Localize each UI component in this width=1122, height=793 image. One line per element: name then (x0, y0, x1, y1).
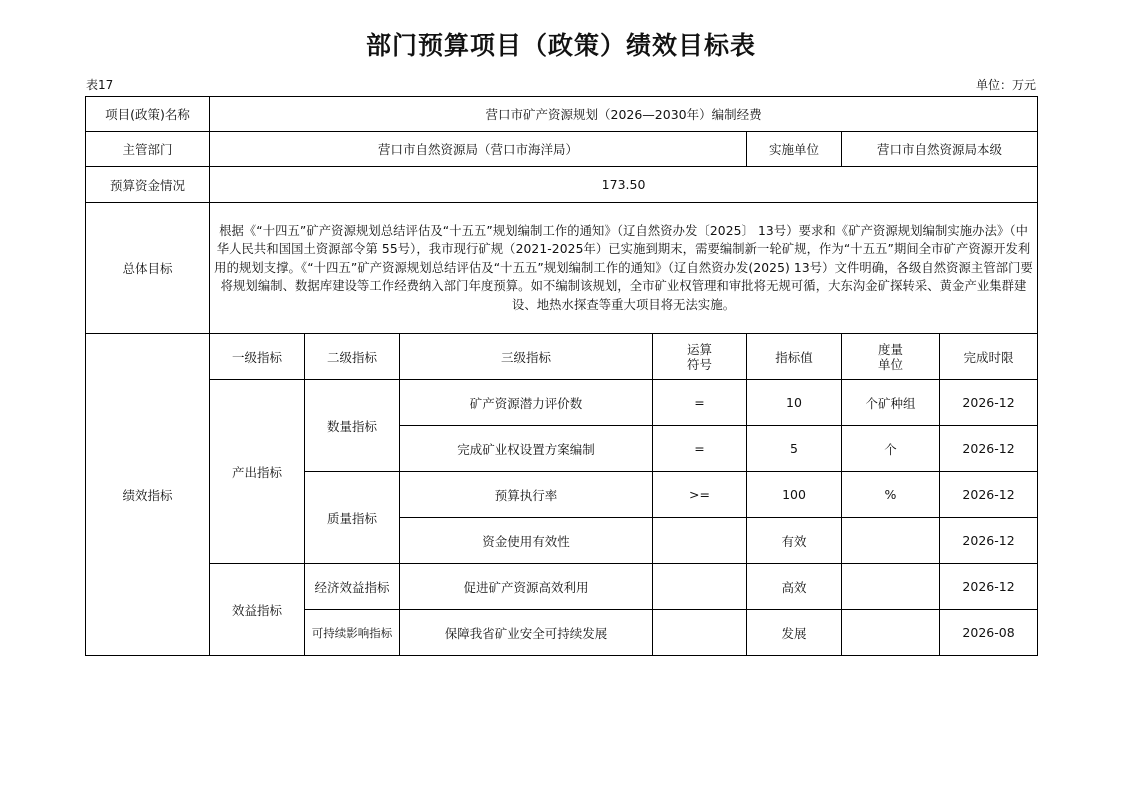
indicator-unit: 个 (842, 426, 940, 472)
benefit-indicators-label: 效益指标 (210, 564, 305, 656)
indicator-operator (653, 564, 747, 610)
table-row (86, 564, 1038, 610)
indicator-deadline: 2026-12 (940, 426, 1038, 472)
indicator-value: 高效 (747, 564, 842, 610)
header-unit-line1: 度量 (877, 341, 903, 357)
budget-value: 173.50 (210, 167, 1038, 203)
indicator-deadline: 2026-12 (940, 564, 1038, 610)
indicator-deadline: 2026-08 (940, 610, 1038, 656)
budget-label: 预算资金情况 (86, 167, 210, 203)
page-title: 部门预算项目（政策）绩效目标表 (365, 31, 756, 60)
header-level3: 三级指标 (400, 334, 653, 380)
department-value: 营口市自然资源局（营口市海洋局） (210, 132, 747, 167)
overall-goal-label: 总体目标 (86, 203, 210, 334)
indicator-value: 5 (747, 426, 842, 472)
indicator-deadline: 2026-12 (940, 518, 1038, 564)
table-number: 表17 (86, 78, 114, 92)
indicator-value: 有效 (747, 518, 842, 564)
performance-indicators-label: 绩效指标 (86, 334, 210, 656)
indicator-unit (842, 564, 940, 610)
indicator-name: 完成矿业权设置方案编制 (400, 426, 653, 472)
overall-goal-text: 根据《“十四五”矿产资源规划总结评估及“十五五”规划编制工作的通知》（辽自然资办发〔2025〕 13号）要求和《矿产资源规划编制实施办法》（中华人民共和国国土资源部令第 55号），我市现行矿规（2021-2025年）已实施到期末，需要编制新一轮矿规，作为“十五五”期间全市矿产资源开发利用的规划支撑。《“十四五”矿产资源规划总结评估及“十五五”规划编制工作的通知》（辽自然资办发(2025) 13号）文件明确，各级自然资源主管部门要将规划编制、数据库建设等工作经费纳入部门年度预算。如不编制该规划，全市矿业权管理和审批将无规可循，大东沟金矿探转采、黄金产业集群建设、地热水探查等重大项目将无法实施。 (210, 203, 1038, 334)
indicator-header-row (86, 334, 1038, 380)
indicator-value: 发展 (747, 610, 842, 656)
implementing-unit-value: 营口市自然资源局本级 (842, 132, 1038, 167)
project-name-label: 项目(政策)名称 (86, 97, 210, 132)
indicator-deadline: 2026-12 (940, 380, 1038, 426)
department-row (86, 132, 1038, 167)
indicator-operator: = (653, 380, 747, 426)
indicator-value: 100 (747, 472, 842, 518)
header-level1: 一级指标 (210, 334, 305, 380)
indicator-name: 矿产资源潜力评价数 (400, 380, 653, 426)
sustainable-impact-label: 可持续影响指标 (305, 610, 400, 656)
quantity-indicators-label: 数量指标 (305, 380, 400, 472)
header-operator-line1: 运算 (686, 341, 712, 357)
overall-goal-row (86, 203, 1038, 334)
header-level2: 二级指标 (305, 334, 400, 380)
project-name-value: 营口市矿产资源规划（2026—2030年）编制经费 (210, 97, 1038, 132)
table-row (86, 380, 1038, 426)
budget-row (86, 167, 1038, 203)
implementing-unit-label: 实施单位 (747, 132, 842, 167)
indicator-name: 预算执行率 (400, 472, 653, 518)
indicator-name: 促进矿产资源高效利用 (400, 564, 653, 610)
indicator-name: 资金使用有效性 (400, 518, 653, 564)
performance-target-table (85, 96, 1038, 656)
indicator-unit: % (842, 472, 940, 518)
header-deadline: 完成时限 (940, 334, 1038, 380)
header-unit-line2: 单位 (877, 356, 903, 372)
header-unit (842, 334, 940, 380)
indicator-operator: >= (653, 472, 747, 518)
unit-label: 单位：万元 (975, 78, 1036, 92)
indicator-unit (842, 610, 940, 656)
indicator-unit (842, 518, 940, 564)
header-value: 指标值 (747, 334, 842, 380)
indicator-unit: 个矿种组 (842, 380, 940, 426)
indicator-operator (653, 610, 747, 656)
indicator-deadline: 2026-12 (940, 472, 1038, 518)
project-name-row (86, 97, 1038, 132)
indicator-value: 10 (747, 380, 842, 426)
output-indicators-label: 产出指标 (210, 380, 305, 564)
indicator-operator: = (653, 426, 747, 472)
department-label: 主管部门 (86, 132, 210, 167)
economic-benefit-label: 经济效益指标 (305, 564, 400, 610)
quality-indicators-label: 质量指标 (305, 472, 400, 564)
header-operator-line2: 符号 (686, 356, 712, 372)
indicator-operator (653, 518, 747, 564)
indicator-name: 保障我省矿业安全可持续发展 (400, 610, 653, 656)
header-operator (653, 334, 747, 380)
